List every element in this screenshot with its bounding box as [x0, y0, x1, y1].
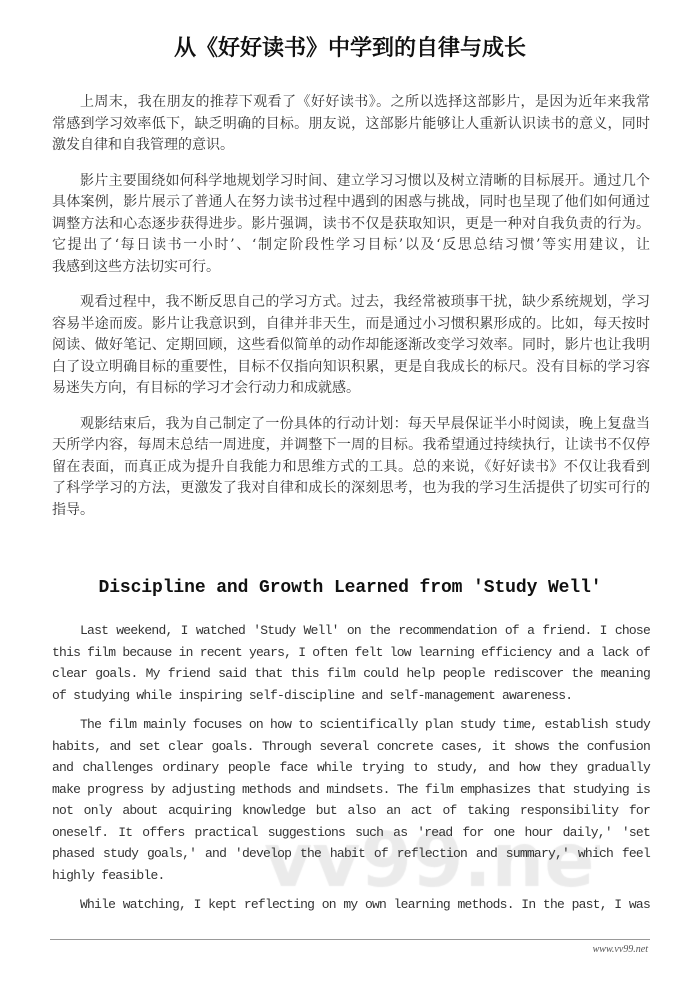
paragraph	[52, 620, 650, 706]
text-line: 留在表面，而真正成为提升自我能力和思维方式的工具。总的来说，《好好读书》不仅让我看到	[52, 458, 650, 475]
english-body	[52, 620, 650, 924]
text-line: highly feasible.	[52, 867, 165, 883]
text-line: not only about acquiring knowledge but also an act of taking responsibility for	[52, 803, 650, 818]
text-line: 天所学内容，每周末总结一周进度，并调整下一周的目标。我希望通过持续执行，让读书不仅停	[52, 437, 650, 453]
paragraph	[52, 714, 650, 886]
chinese-body	[52, 92, 650, 535]
text-line: 上周末，我在朋友的推荐下观看了《好好读书》。之所以选择这部影片，是因为近年来我常	[80, 94, 650, 110]
text-line: of studying while inspiring self-discipline and self-management awareness.	[52, 687, 573, 703]
text-line: 阅读、做好笔记、定期回顾，这些看似简单的动作却能逐渐改变学习效率。同时，影片也让我明	[52, 337, 650, 353]
text-line: 它提出了‘每日读书一小时’、‘制定阶段性学习目标’以及‘反思总结习惯’等实用建议，让	[52, 237, 650, 253]
text-line: The film mainly focuses on how to scientifically plan study time, establish study	[80, 717, 650, 732]
chinese-title: 从《好好读书》中学到的自律与成长	[173, 35, 526, 61]
paragraph	[52, 894, 650, 916]
text-line: 具体案例，影片展示了普通人在努力读书过程中遇到的困惑与挑战，同时也呈现了他们如何通过	[52, 194, 650, 210]
paragraph	[52, 414, 650, 522]
text-line: phased study goals,' and 'develop the habit of reflection and summary,' which feel	[52, 846, 650, 861]
text-line: 常感到学习效率低下，缺乏明确的目标。朋友说，这部影片能够让人重新认识读书的意义，同时	[52, 115, 650, 132]
text-line: 容易半途而废。影片让我意识到，自律并非天生，而是通过小习惯积累形成的。比如，每天按时	[52, 315, 650, 332]
text-line: this film because in recent years, I often felt low learning efficiency and a lack of	[52, 644, 650, 660]
text-line: 易迷失方向，有目标的学习才会行动力和成就感。	[52, 380, 360, 396]
text-line: clear goals. My friend said that this film could help people rediscover the meaning	[52, 666, 650, 681]
text-line: habits, and set clear goals. Through several concrete cases, it shows the confusion	[52, 738, 650, 754]
paragraph	[52, 92, 650, 157]
text-line: 白了设立明确目标的重要性，目标不仅指向知识积累，更是自我成长的标尺。没有目标的学习容	[52, 358, 650, 375]
text-line: 调整方法和心态逐步获得进步。影片强调，读书不仅是获取知识，更是一种对自我负责的行为。	[52, 215, 650, 232]
paragraph	[52, 171, 650, 279]
text-line: oneself. It offers practical suggestions such as 'read for one hour daily,' 'set	[52, 824, 650, 840]
footer-divider	[50, 939, 650, 940]
text-line: and challenges ordinary people face while trying to study, and how they gradually	[52, 760, 650, 775]
text-line: 影片主要围绕如何科学地规划学习时间、建立学习习惯以及树立清晰的目标展开。通过几个	[80, 172, 650, 189]
text-line: 了科学学习的方法，更激发了我对自律和成长的深刻思考，也为我的学习生活提供了切实可行的	[52, 480, 650, 496]
text-line: make progress by adjusting methods and mindsets. The film emphasizes that studying is	[52, 781, 650, 797]
paragraph	[52, 292, 650, 400]
english-title: Discipline and Growth Learned from 'Study Well'	[98, 578, 602, 598]
text-line: Last weekend, I watched 'Study Well' on the recommendation of a friend. I chose	[80, 623, 650, 638]
text-line: 我感到这些方法切实可行。	[52, 258, 220, 275]
text-line: 指导。	[52, 501, 94, 518]
footer-url: www.vv99.net	[592, 944, 648, 955]
text-line: 观影结束后，我为自己制定了一份具体的行动计划：每天早晨保证半小时阅读，晚上复盘当	[80, 415, 650, 432]
text-line: While watching, I kept reflecting on my own learning methods. In the past, I was	[80, 897, 650, 912]
text-line: 激发自律和自我管理的意识。	[52, 137, 234, 153]
text-line: 观看过程中，我不断反思自己的学习方式。过去，我经常被琐事干扰，缺少系统规划，学习	[80, 294, 650, 310]
